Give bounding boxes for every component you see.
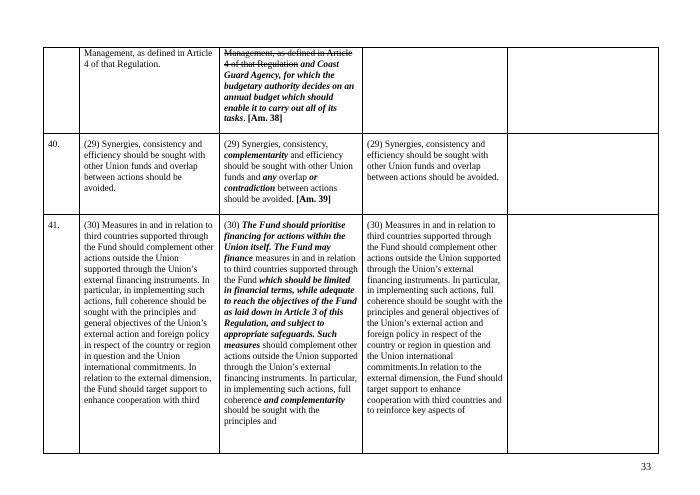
- added-text: and complementarity: [264, 395, 345, 406]
- added-text: complementarity: [224, 150, 289, 161]
- plain-text: .: [243, 114, 246, 125]
- row-number: [44, 48, 80, 134]
- added-text: which should be limited in financial terms, while adequate to reach the objectives of the Fund as laid down in Article 3 of this Regulation, and subject to appropriate safeguards. Such measures: [224, 275, 357, 351]
- plain-text: (30): [224, 221, 242, 231]
- plain-text: (29) Synergies, consistency,: [224, 140, 329, 150]
- compromise-text: [508, 134, 659, 215]
- plain-text: overlap: [276, 172, 310, 183]
- compromise-text: [508, 215, 659, 454]
- council-text: [363, 48, 508, 134]
- compromise-text: [508, 48, 659, 134]
- amendments-table: [43, 47, 659, 454]
- added-text: The Fund should prioritise financing for actions within the Union itself. The Fund may finance: [224, 221, 346, 264]
- table-row: [44, 134, 659, 215]
- table-row: [44, 48, 659, 134]
- row-number: 41.: [44, 215, 80, 454]
- plain-text: should be sought with the principles and: [224, 406, 320, 428]
- commission-text: Management, as defined in Article 4 of that Regulation.: [80, 48, 220, 134]
- plain-text: between actions should be avoided.: [224, 183, 338, 205]
- amendment-ref: [Am. 38]: [245, 114, 283, 125]
- added-text: and Coast Guard Agency, for which the budgetary authority decides on an annual budget which should enable it to carry out all of its tasks: [224, 59, 355, 125]
- parliament-text: [220, 48, 363, 134]
- amendment-ref: [Am. 39]: [293, 194, 331, 205]
- added-text: or contradiction: [224, 172, 318, 194]
- plain-text: measures in and in relation to third countries supported through the Fund: [224, 253, 358, 286]
- council-text: (30) Measures in and in relation to third countries supported through the Fund should complement other actions outside the Union supported through the Union’s external financing instruments. In particular, in implementing such actions, full coherence should be sought with the principles and general objectives of the Union’s external action and foreign policy in respect of the country or region in question and the Union international commitments.In relation to the external dimension, the Fund should target support to enhance cooperation with third countries and to reinforce key aspects of: [363, 215, 508, 454]
- row-number: 40.: [44, 134, 80, 215]
- plain-text: should complement other actions outside the Union supported through the Union’s external financing instruments. In particular, in implementing such actions, full coherence: [224, 340, 358, 406]
- added-text: any: [262, 172, 277, 183]
- deleted-text: Management, as defined in Article 4 of that Regulation: [224, 49, 353, 70]
- commission-text: (29) Synergies, consistency and efficiency should be sought with other Union funds and overlap between actions should be avoided.: [80, 134, 220, 215]
- council-text: (29) Synergies, consistency and efficiency should be sought with other Union funds and overlap between actions should be avoided.: [363, 134, 508, 215]
- parliament-text: [220, 215, 363, 454]
- table-row: [44, 215, 659, 454]
- plain-text: and efficiency should be sought with other Union funds and: [224, 150, 353, 183]
- commission-text: (30) Measures in and in relation to third countries supported through the Fund should complement other actions outside the Union supported through the Union’s external financing instruments. In particular, in implementing such actions, full coherence should be sought with the principles and general objectives of the Union’s external action and foreign policy in respect of the country or region in question and the Union international commitments. In relation to the external dimension, the Fund should target support to enhance cooperation with third: [80, 215, 220, 454]
- parliament-text: [220, 134, 363, 215]
- page-number: 33: [641, 462, 651, 473]
